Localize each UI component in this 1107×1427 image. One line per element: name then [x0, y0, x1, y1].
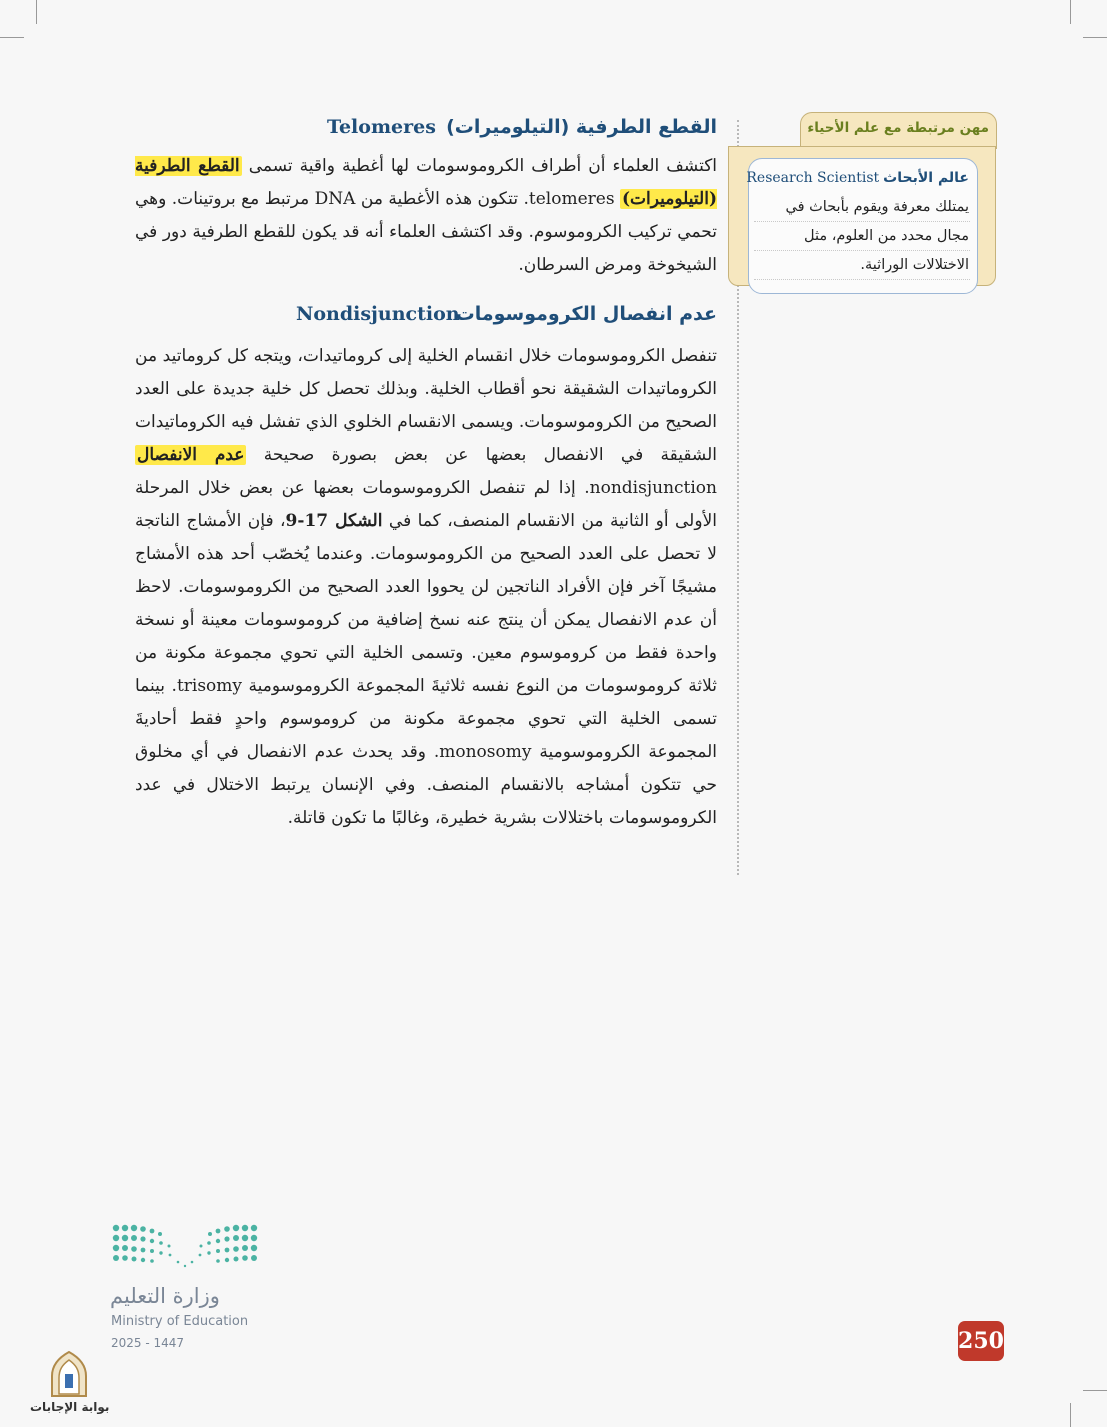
mosque-watermark-icon [48, 1350, 90, 1398]
career-title [746, 170, 969, 186]
telomeres-paragraph [135, 150, 717, 282]
ministry-name-ar: وزارة التعليم [110, 1284, 220, 1308]
crop-mark [1070, 1403, 1071, 1427]
section-nondisjunction-title-ar: عدم انفصال الكروموسومات [455, 303, 717, 325]
page-number: 250 [958, 1321, 1004, 1361]
nondisjunction-paragraph [135, 340, 717, 835]
paragraph-text: ، فإن الأمشاج الناتجة لا تحصل على العدد الصحيح من الكروموسومات. وعندما يُخصّب أحد هذه الأمشاج مشيجًا آخر فإن الأفراد الناتجين لن يحووا العدد الصحيح من الكروموسومات. لاحظ أن عدم الانفصال يمكن أن ينتج عنه نسخ إضافية من كروموسومات معينة أو نسخة واحدة فقط من كروموسوم معين. وتسمى الخلية التي تحوي مجموعة مكونة من ثلاثة كروموسومات من النوع نفسه ثلاثيةَ المجموعة الكروموسومية trisomy. بينما تسمى الخلية التي تحوي مجموعة مكونة من كروموسوم واحدٍ فقط أحاديةَ المجموعة الكروموسومية monosomy. وقد يحدث عدم الانفصال في أي مخلوق حي تتكون أمشاجه بالانقسام المنصف. وفي الإنسان يرتبط الاختلال في عدد الكروموسومات باختلالات بشرية خطيرة، وغالبًا ما تكون قاتلة. [135, 511, 717, 828]
careers-sidebar-label: مهن مرتبطة مع علم الأحياء [807, 120, 989, 136]
paragraph-text: nondisjunction. إذا لم تنفصل الكروموسومات بعضها عن بعض خلال المرحلة الأولى أو الثانية من الانقسام المنصف، كما في [135, 478, 717, 531]
crop-mark [36, 0, 37, 24]
highlighted-term: عدم الانفصال [137, 445, 245, 465]
section-nondisjunction-title-en: Nondisjunction [296, 303, 460, 325]
crop-mark [1083, 37, 1107, 38]
crop-mark [0, 37, 24, 38]
figure-reference: الشكل 17-9 [285, 511, 383, 531]
ministry-logo-icon [110, 1222, 260, 1272]
career-title-en: Research Scientist [746, 170, 880, 186]
section-telomeres-title-ar: القطع الطرفية (التيلوميرات) [446, 116, 717, 138]
watermark-text: بوابة الإجابات [30, 1400, 110, 1414]
career-description: يمتلك معرفة ويقوم بأبحاث في مجال محدد من العلوم، مثل الاختلالات الوراثية. [785, 199, 969, 273]
section-telomeres-title-en: Telomeres [327, 116, 436, 138]
edition-year: 2025 - 1447 [111, 1336, 185, 1350]
career-title-ar: عالم الأبحاث [883, 170, 969, 186]
paragraph-text: telomeres. تتكون هذه الأغطية من DNA مرتبط مع بروتينات. وهي تحمي تركيب الكروموسوم. وقد اكتشف العلماء أنه قد يكون للقطع الطرفية دور في الشيخوخة ومرض السرطان. [135, 189, 717, 275]
paragraph-text: اكتشف العلماء أن أطراف الكروموسومات لها أغطية واقية تسمى [241, 156, 718, 176]
crop-mark [1070, 0, 1071, 24]
highlighted-term: القطع الطرفية (التيلوميرات) [135, 156, 718, 209]
crop-mark [1083, 1390, 1107, 1391]
paragraph-text: تنفصل الكروموسومات خلال انقسام الخلية إلى كروماتيدات، ويتجه كل كروماتيد من الكروماتيدات الشقيقة نحو أقطاب الخلية. وبذلك تحصل كل خلية جديدة على العدد الصحيح من الكروموسومات. ويسمى الانقسام الخلوي الذي تفشل فيه الكروماتيدات الشقيقة في الانفصال بعضها عن بعض بصورة صحيحة [135, 346, 718, 465]
ministry-name-en: Ministry of Education [111, 1314, 249, 1329]
